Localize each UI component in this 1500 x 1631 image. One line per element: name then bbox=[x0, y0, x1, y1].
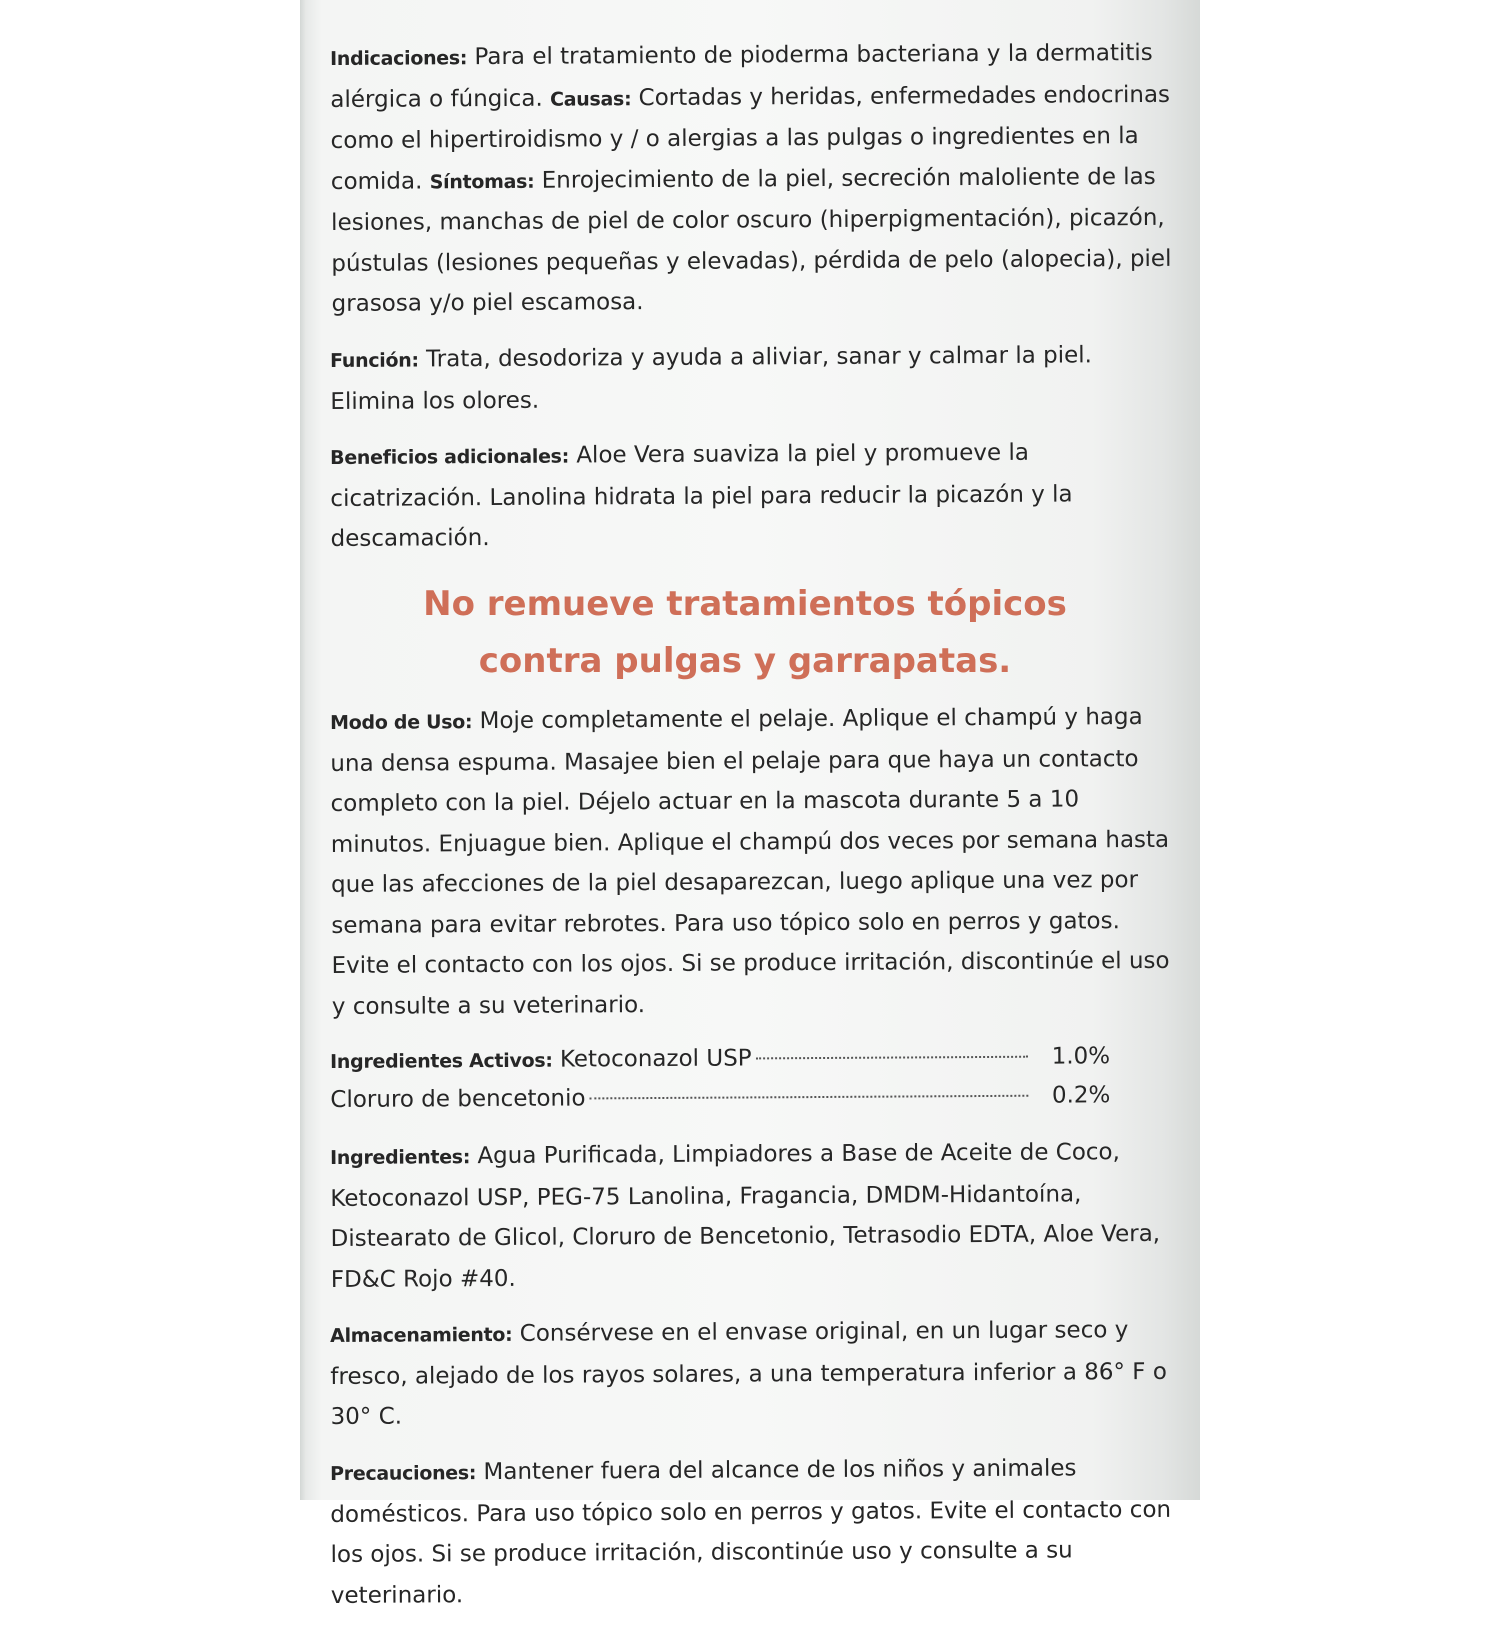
active-ingredient-name: Cloruro de bencetonio bbox=[330, 1085, 586, 1113]
ingredientes-paragraph bbox=[330, 1132, 1181, 1300]
indicaciones-label: Indicaciones: bbox=[330, 47, 468, 70]
causas-text: Cortadas y heridas, enfermedades endocrinas como el hipertiroidismo y / o alergias a las pulgas o ingredientes en la comida. bbox=[330, 81, 1171, 195]
active-ingredients-table bbox=[330, 1037, 1180, 1119]
active-ingredient-value: 1.0% bbox=[1051, 1043, 1111, 1070]
indicaciones-text: Para el tratamiento de pioderma bacteriana y la dermatitis alérgica o fúngica. bbox=[330, 39, 1153, 113]
funcion-label: Función: bbox=[330, 348, 419, 372]
funcion-paragraph bbox=[330, 334, 1180, 421]
sintomas-text: Enrojecimiento de la piel, secreción maloliente de las lesiones, manchas de piel de color oscuro (hiperpigmentación), picazón, pústulas (lesiones pequeñas y elevadas), pérdida de pelo (alopecia), piel grasosa y/o piel escamosa. bbox=[331, 163, 1172, 317]
active-ingredient-row bbox=[330, 1037, 1110, 1081]
dotted-leader bbox=[590, 1095, 1029, 1100]
ingredientes-label: Ingredientes: bbox=[330, 1146, 471, 1169]
beneficios-label: Beneficios adicionales: bbox=[330, 445, 570, 469]
almacenamiento-label: Almacenamiento: bbox=[330, 1323, 513, 1347]
precauciones-paragraph bbox=[330, 1447, 1181, 1615]
active-ingredient-value: 0.2% bbox=[1051, 1082, 1111, 1109]
precauciones-label: Precauciones: bbox=[330, 1461, 477, 1485]
funcion-text: Trata, desodoriza y ayuda a aliviar, sanar y calmar la piel. Elimina los olores. bbox=[330, 341, 1093, 414]
warning-line-2: contra pulgas y garrapatas. bbox=[478, 641, 1012, 681]
indicaciones-paragraph bbox=[330, 33, 1182, 325]
almacenamiento-paragraph bbox=[330, 1310, 1181, 1438]
modo-uso-label: Modo de Uso: bbox=[330, 711, 473, 734]
sintomas-label: Síntomas: bbox=[429, 170, 535, 193]
warning-line-1: No remueve tratamientos tópicos bbox=[423, 584, 1067, 624]
flea-tick-warning bbox=[310, 576, 1180, 690]
modo-uso-paragraph bbox=[330, 697, 1182, 1027]
ingredientes-text: Agua Purificada, Limpiadores a Base de Aceite de Coco, Ketoconazol USP, PEG-75 Lanolina, Fragancia, DMDM-Hidantoína, Distearato de Glicol, Cloruro de Bencetonio, Tetrasodio EDTA, Aloe Vera, FD&C Rojo #40. bbox=[330, 1139, 1161, 1293]
causas-label: Causas: bbox=[550, 87, 632, 111]
precauciones-text: Mantener fuera del alcance de los niños y animales domésticos. Para uso tópico solo en perros y gatos. Evite el contacto con los ojos. Si se produce irritación, discontinúe uso y consulte a su veterinario. bbox=[330, 1454, 1172, 1608]
product-label bbox=[330, 38, 1180, 1631]
active-ingredient-name: Ketoconazol USP bbox=[559, 1045, 752, 1073]
almacenamiento-text: Consérvese en el envase original, en un lugar seco y fresco, alejado de los rayos solares, a una temperatura inferior a 86° F o 30° C. bbox=[330, 1317, 1167, 1430]
beneficios-paragraph bbox=[330, 431, 1181, 559]
active-ingredient-row bbox=[330, 1076, 1110, 1119]
modo-uso-text: Moje completamente el pelaje. Aplique el champú y haga una densa espuma. Masajee bien el pelaje para que haya un contacto completo con la piel. Déjelo actuar en la mascota durante 5 a 10 minutos. Enjuague bien. Aplique el champú dos veces por semana hasta que las afecciones de la piel desaparezcan, luego aplique una vez por semana para evitar rebrotes. Para uso tópico solo en perros y gatos. Evite el contacto con los ojos. Si se produce irritación, discontinúe el uso y consulte a su veterinario. bbox=[330, 704, 1170, 1020]
activos-label: Ingredientes Activos: bbox=[330, 1049, 553, 1073]
dotted-leader bbox=[756, 1056, 1028, 1060]
beneficios-text: Aloe Vera suaviza la piel y promueve la cicatrización. Lanolina hidrata la piel para reducir la picazón y la descamación. bbox=[330, 439, 1073, 552]
